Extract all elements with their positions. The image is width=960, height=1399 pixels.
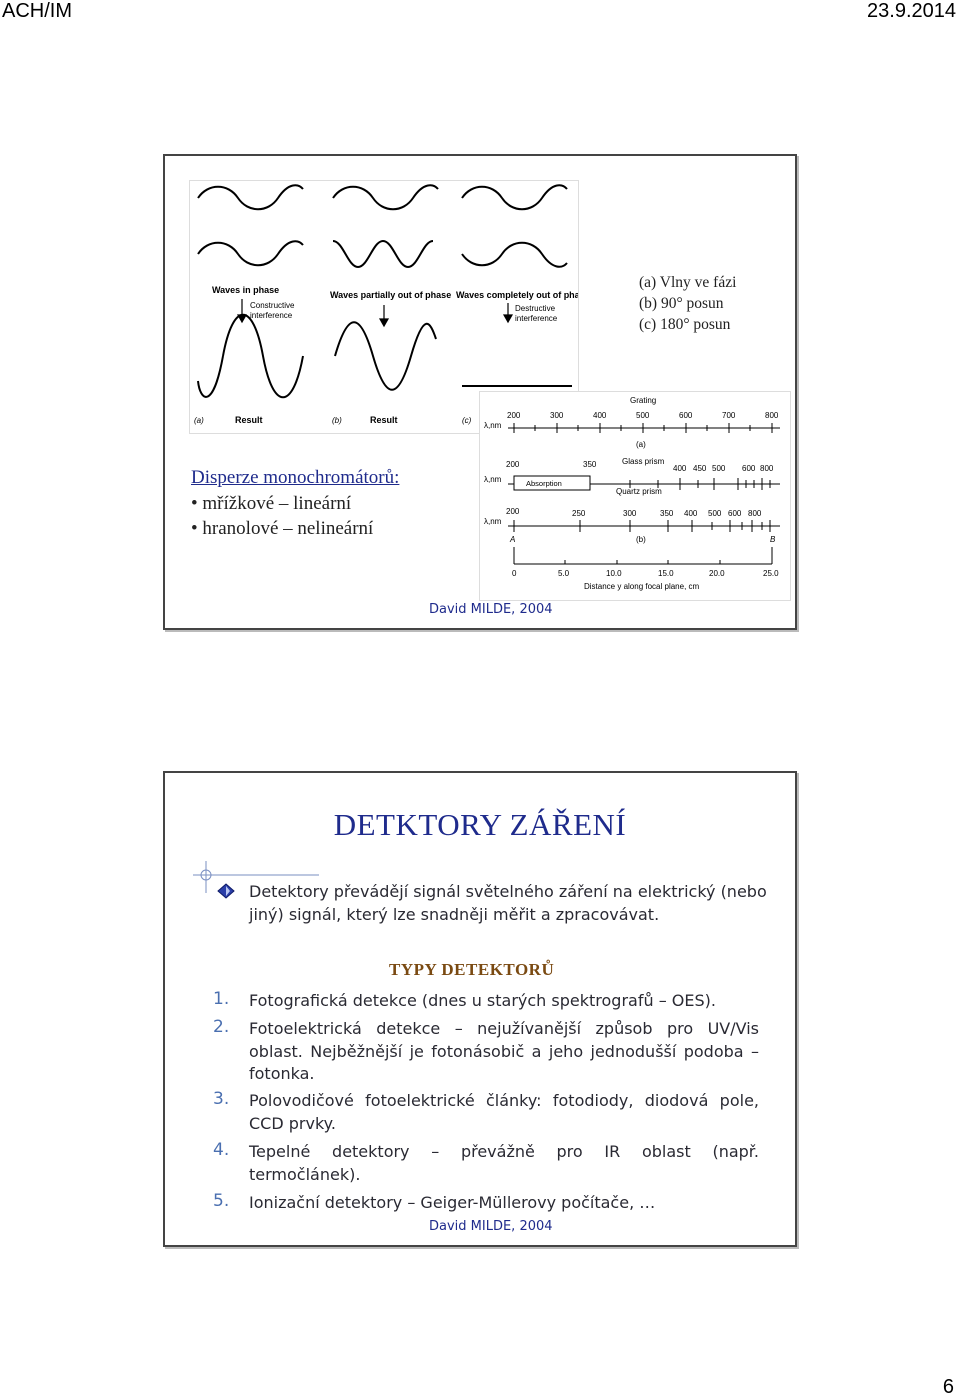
list-item: Tepelné detektory – převážně pro IR oblast (např. termočlánek). <box>249 1142 759 1184</box>
caption-line: (b) 90° posun <box>639 295 724 312</box>
label-destructive-1: Destructive <box>515 304 556 313</box>
distance-axis-label: Distance y along focal plane, cm <box>584 582 700 591</box>
list-number: 2. <box>213 1017 230 1037</box>
list-number: 4. <box>213 1140 230 1160</box>
label-result-b: Result <box>370 415 398 425</box>
label-destructive-2: interference <box>515 314 558 323</box>
label-constructive-2: interference <box>250 311 293 320</box>
wave-result-a <box>223 315 303 398</box>
glass-tick: 600 <box>742 464 756 473</box>
glass-tick: 500 <box>712 464 726 473</box>
panel-b-label: (b) <box>636 535 646 544</box>
slide2-credit: David MILDE, 2004 <box>429 1219 553 1234</box>
label-a: (a) <box>194 416 204 425</box>
grating-tick: 500 <box>636 411 650 420</box>
quartz-tick: 800 <box>748 509 762 518</box>
glass-tick: 400 <box>673 464 687 473</box>
distance-tick: 20.0 <box>709 569 725 578</box>
list-number: 1. <box>213 989 230 1009</box>
wave-c1 <box>462 185 567 209</box>
quartz-prism-label: Quartz prism <box>616 487 662 496</box>
wave-b1 <box>333 185 438 209</box>
quartz-tick: 200 <box>506 507 520 516</box>
label-c: (c) <box>462 416 472 425</box>
intro-paragraph: Detektory převádějí signál světelného záření na elektrický (nebo jiný) signál, který lze snadněji měřit a zpracovávat. <box>249 882 767 924</box>
page-number: 6 <box>942 1376 954 1398</box>
grating-tick: 800 <box>765 411 779 420</box>
quartz-tick: 300 <box>623 509 637 518</box>
wave-a2 <box>198 241 303 265</box>
diamond-bullet-icon <box>217 883 235 899</box>
header-left: ACH/IM <box>2 0 72 22</box>
slide-title: DETKTORY ZÁŘENÍ <box>333 807 627 842</box>
grating-tick: 400 <box>593 411 607 420</box>
label-result-a: Result <box>235 415 263 425</box>
distance-tick: 0 <box>512 569 517 578</box>
types-subheading: TYPY DETEKTORŮ <box>389 960 555 979</box>
dispersion-figure <box>479 391 791 601</box>
point-b-label: B <box>770 535 776 544</box>
distance-tick: 25.0 <box>763 569 779 578</box>
wave-result-b <box>335 322 436 390</box>
slide-dispersion <box>163 154 797 630</box>
dispersion-title: Disperze monochromátorů: <box>191 467 400 488</box>
distance-tick: 15.0 <box>658 569 674 578</box>
glass-tick: 800 <box>760 464 774 473</box>
list-item: Polovodičové fotoelektrické články: fotodiody, diodová pole, CCD prvky. <box>249 1091 759 1133</box>
point-a-label: A <box>510 535 516 544</box>
caption-line: (c) 180° posun <box>639 316 731 333</box>
quartz-tick: 350 <box>660 509 674 518</box>
quartz-tick: 600 <box>728 509 742 518</box>
wave-caption <box>639 274 736 337</box>
panel-a-label: (a) <box>636 440 646 449</box>
wave-b2 <box>333 241 433 267</box>
glass-tick: 350 <box>583 460 597 469</box>
caption-line: (a) Vlny ve fázi <box>639 274 737 291</box>
label-completely: Waves completely out of phase <box>456 290 578 300</box>
dispersion-item: • hranolové – nelineární <box>191 518 374 539</box>
distance-tick: 5.0 <box>558 569 570 578</box>
label-partially: Waves partially out of phase <box>330 290 452 300</box>
glass-tick: 200 <box>506 460 520 469</box>
absorption-label: Absorption <box>526 479 562 488</box>
slide1-credit: David MILDE, 2004 <box>429 602 553 617</box>
grating-tick: 200 <box>507 411 521 420</box>
quartz-tick: 500 <box>708 509 722 518</box>
wave-result-a-left <box>198 356 223 397</box>
grating-tick: 700 <box>722 411 736 420</box>
wave-c2 <box>462 243 567 267</box>
label-in-phase: Waves in phase <box>212 285 280 295</box>
glass-prism-label: Glass prism <box>622 457 665 466</box>
slide-detectors <box>163 771 797 1247</box>
dispersion-text <box>191 467 399 543</box>
wave-a1 <box>198 185 303 209</box>
lambda-label-1: λ,nm <box>484 421 502 430</box>
grating-tick: 300 <box>550 411 564 420</box>
dispersion-scales-svg <box>480 392 790 600</box>
header-right: 23.9.2014 <box>867 0 956 22</box>
grating-label: Grating <box>630 396 657 405</box>
list-number: 3. <box>213 1089 230 1109</box>
dispersion-item: • mřížkové – lineární <box>191 493 352 514</box>
list-number: 5. <box>213 1191 230 1211</box>
label-constructive-1: Constructive <box>250 301 295 310</box>
quartz-tick: 250 <box>572 509 586 518</box>
list-item: Ionizační detektory – Geiger-Müllerovy počítače, … <box>249 1193 656 1212</box>
label-b: (b) <box>332 416 342 425</box>
list-item: Fotoelektrická detekce – nejužívanější způsob pro UV/Vis oblast. Nejběžnější je fotonásobič a jeho jednodušší podoba – fotonka. <box>249 1019 759 1083</box>
glass-tick: 450 <box>693 464 707 473</box>
distance-tick: 10.0 <box>606 569 622 578</box>
lambda-label-3: λ,nm <box>484 517 502 526</box>
list-item: Fotografická detekce (dnes u starých spektrografů – OES). <box>249 991 716 1010</box>
quartz-tick: 400 <box>684 509 698 518</box>
lambda-label-2: λ,nm <box>484 475 502 484</box>
grating-tick: 600 <box>679 411 693 420</box>
